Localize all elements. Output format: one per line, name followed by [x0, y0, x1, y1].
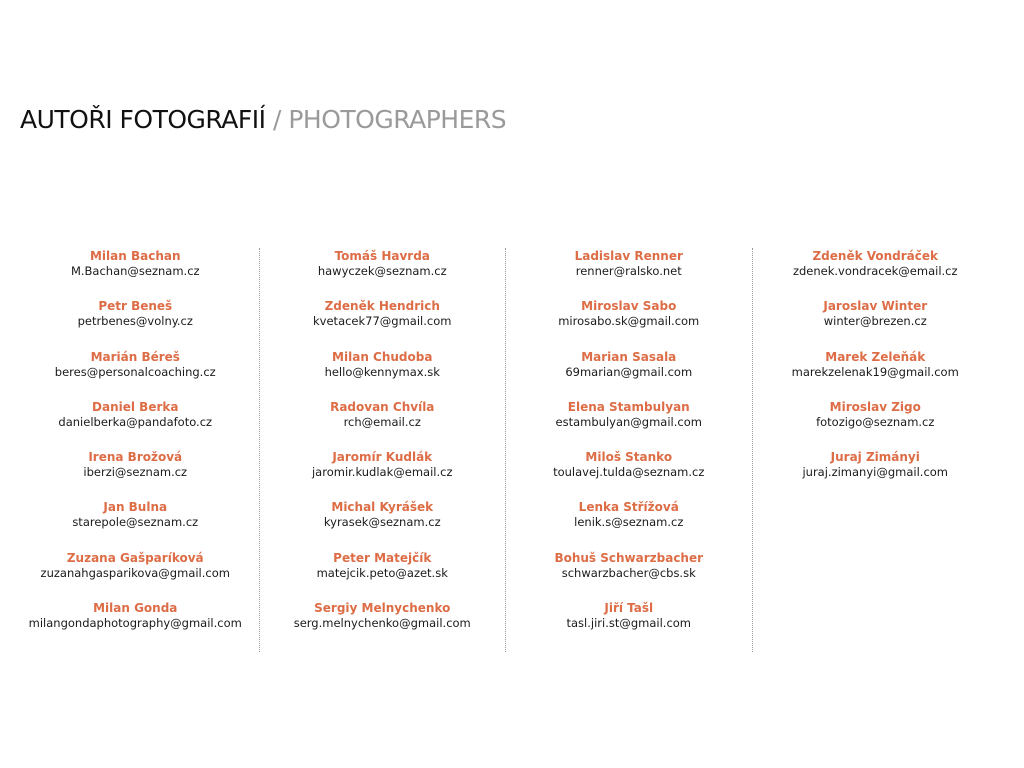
photographer-entry [753, 449, 999, 499]
photographer-name: Peter Matejčík [333, 550, 432, 565]
photographer-email: jaromir.kudlak@email.cz [311, 465, 453, 480]
title-secondary: PHOTOGRAPHERS [288, 105, 507, 134]
photographer-entry [506, 449, 752, 499]
photographer-entry [506, 399, 752, 449]
photographer-entry [12, 449, 259, 499]
photographer-name: Marek Zeleňák [825, 349, 926, 364]
photographer-entry [506, 349, 752, 399]
photographer-name: Milan Chudoba [332, 349, 433, 364]
photographer-entry [260, 600, 506, 650]
photographer-email: zdenek.vondracek@email.cz [792, 264, 958, 278]
title-primary: AUTOŘI FOTOGRAFIÍ [20, 105, 266, 134]
photographer-entry [260, 399, 506, 449]
photographer-email: milangondaphotography@gmail.com [28, 616, 242, 631]
photographer-name: Ladislav Renner [574, 249, 683, 263]
photographer-email: starepole@seznam.cz [72, 515, 199, 530]
photographer-entry [260, 349, 506, 399]
photographer-entry [506, 550, 752, 600]
photographer-name: Elena Stambulyan [567, 399, 690, 414]
photographer-email: lenik.s@seznam.cz [574, 515, 684, 530]
photographer-entry [753, 399, 999, 449]
photographer-column-3 [505, 248, 752, 652]
photographer-name: Sergiy Melnychenko [314, 601, 451, 616]
photographer-name: Daniel Berka [92, 399, 179, 414]
photographer-name: Miroslav Zigo [829, 399, 921, 414]
photographer-email: danielberka@pandafoto.cz [58, 414, 213, 429]
photographer-name: Tomáš Havrda [334, 249, 430, 263]
photographer-email: beres@personalcoaching.cz [54, 364, 216, 379]
photographer-email: mirosabo.sk@gmail.com [558, 314, 700, 329]
photographer-name: Miloš Stanko [585, 450, 673, 465]
photographer-name: Jan Bulna [103, 500, 168, 515]
photographer-name: Milan Bachan [89, 249, 181, 263]
photographer-name: Bohuš Schwarzbacher [554, 550, 704, 565]
photographer-entry [12, 550, 259, 600]
photographer-column-4 [752, 248, 999, 652]
photographer-column-2 [259, 248, 506, 652]
photographer-name: Miroslav Sabo [581, 299, 677, 314]
photographer-email: estambulyan@gmail.com [555, 414, 702, 429]
photographer-entry [506, 248, 752, 298]
page-title [20, 104, 506, 136]
photographer-name: Milan Gonda [93, 601, 178, 616]
photographer-email: zuzanahgasparikova@gmail.com [40, 565, 230, 580]
photographer-email: tasl.jiri.st@gmail.com [566, 616, 692, 631]
photographer-email: renner@ralsko.net [575, 264, 682, 278]
photographer-entry [753, 349, 999, 399]
photographer-email: toulavej.tulda@seznam.cz [553, 465, 705, 480]
photographer-entry [506, 600, 752, 650]
photographers-list [12, 248, 998, 652]
photographer-entry [506, 298, 752, 348]
photographer-email: fotozigo@seznam.cz [816, 414, 935, 429]
title-separator: / [272, 105, 281, 134]
photographer-entry [260, 248, 506, 298]
photographer-entry [12, 399, 259, 449]
photographer-name: Zdeněk Hendrich [324, 299, 440, 314]
photographer-entry [753, 248, 999, 298]
photographer-entry [260, 298, 506, 348]
photographer-entry [753, 298, 999, 348]
photographer-entry [12, 499, 259, 549]
photographer-email: hello@kennymax.sk [324, 364, 440, 379]
photographer-entry [12, 600, 259, 650]
photographer-name: Zuzana Gašparíková [66, 550, 204, 565]
photographer-name: Michal Kyrášek [331, 500, 434, 515]
photographer-email: schwarzbacher@cbs.sk [561, 565, 696, 580]
photographer-email: iberzi@seznam.cz [83, 465, 188, 480]
photographer-name: Lenka Střížová [578, 500, 679, 515]
photographer-name: Irena Brožová [88, 450, 183, 465]
photographer-name: Marian Sasala [581, 349, 677, 364]
photographer-name: Jiří Tašl [604, 601, 654, 616]
photographer-entry [12, 349, 259, 399]
photographer-entry [506, 499, 752, 549]
photographer-email: serg.melnychenko@gmail.com [293, 616, 471, 631]
photographer-entry [260, 449, 506, 499]
photographer-email: winter@brezen.cz [823, 314, 927, 329]
photographer-email: kvetacek77@gmail.com [313, 314, 452, 329]
photographer-entry [260, 550, 506, 600]
photographer-email: petrbenes@volny.cz [77, 314, 193, 329]
photographer-name: Zdeněk Vondráček [812, 249, 939, 263]
photographer-entry [260, 499, 506, 549]
photographer-email: rch@email.cz [343, 414, 421, 429]
photographer-name: Juraj Zimányi [830, 450, 920, 465]
photographer-entry [12, 298, 259, 348]
photographer-email: hawyczek@seznam.cz [317, 264, 447, 278]
photographer-name: Radovan Chvíla [330, 399, 435, 414]
photographer-name: Marián Béreš [90, 349, 180, 364]
photographer-name: Jaroslav Winter [823, 299, 928, 314]
photographer-email: kyrasek@seznam.cz [323, 515, 441, 530]
photographer-column-1 [12, 248, 259, 652]
photographer-entry [12, 248, 259, 298]
photographer-name: Jaromír Kudlák [332, 450, 433, 465]
photographer-name: Petr Beneš [98, 299, 173, 314]
photographer-email: marekzelenak19@gmail.com [791, 364, 959, 379]
photographer-email: M.Bachan@seznam.cz [70, 264, 200, 278]
photographer-email: matejcik.peto@azet.sk [316, 565, 448, 580]
photographer-email: 69marian@gmail.com [565, 364, 693, 379]
photographer-email: juraj.zimanyi@gmail.com [802, 465, 949, 480]
